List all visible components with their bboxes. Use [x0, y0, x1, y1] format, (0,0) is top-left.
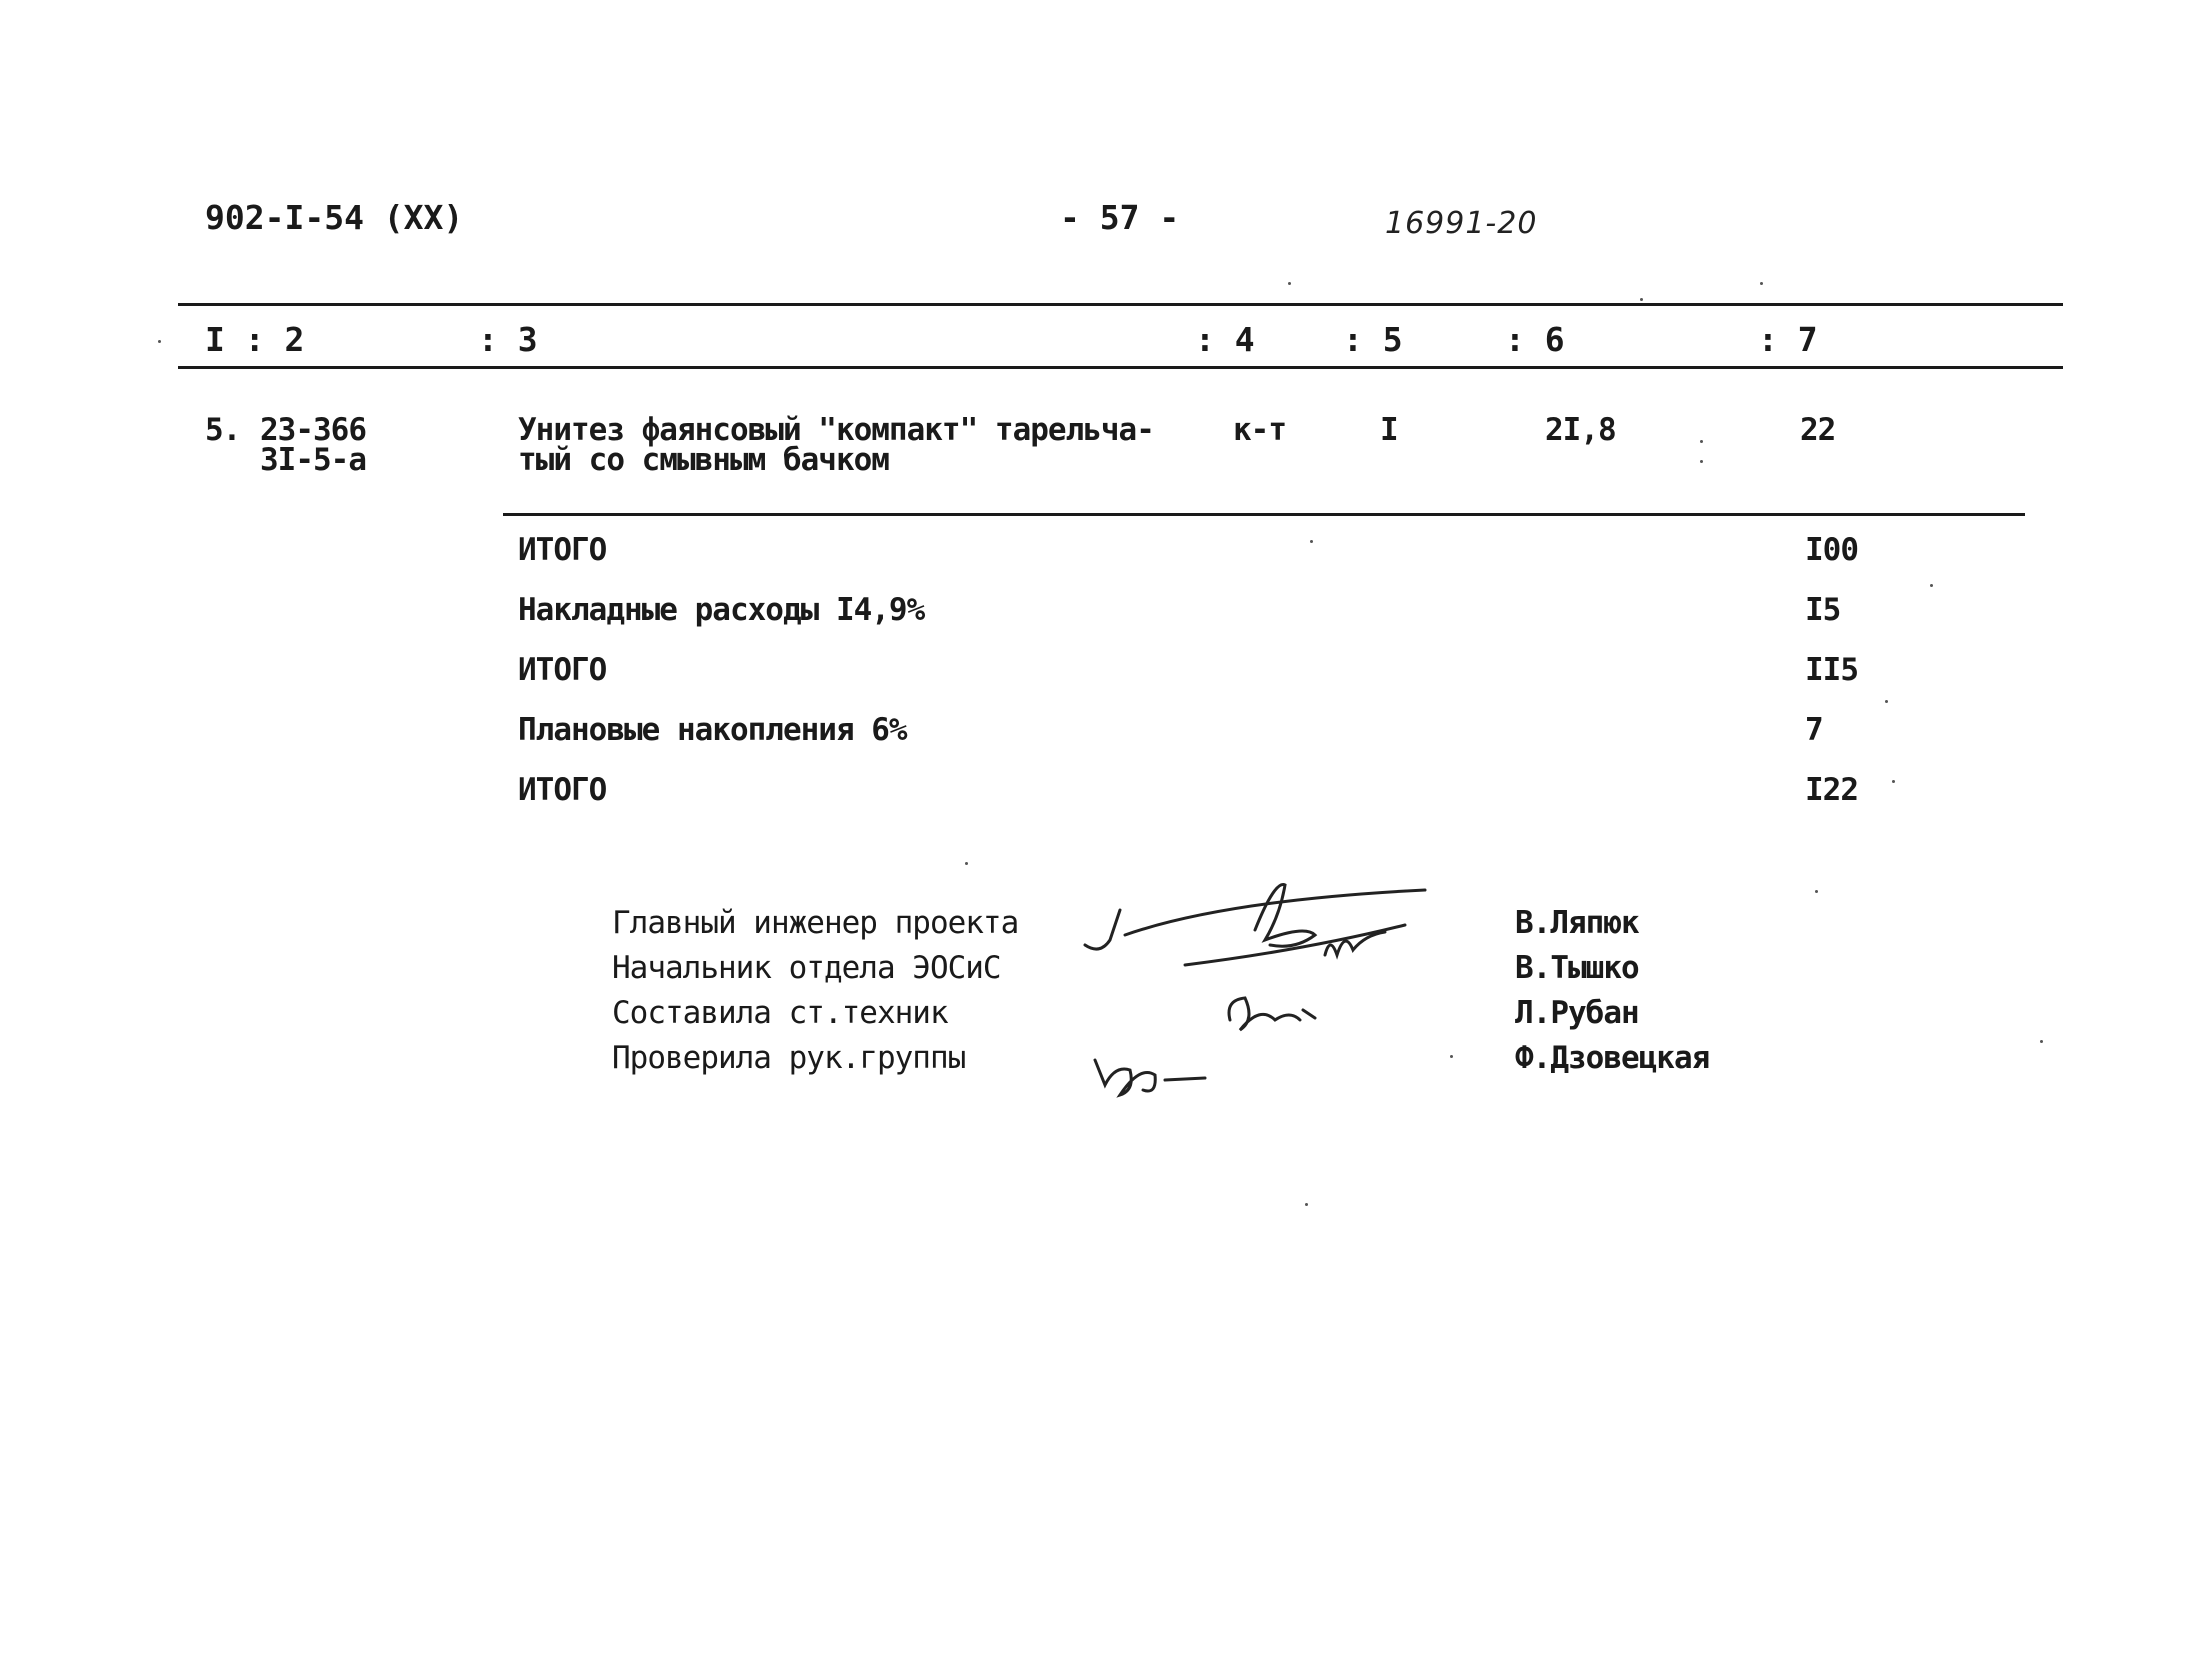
- summary-label-5: ИТОГО: [518, 772, 607, 808]
- summary-label-1: ИТОГО: [518, 532, 607, 568]
- row-number: 5.: [205, 412, 241, 448]
- table-header-bottom-rule: [178, 366, 2063, 369]
- column-header-5: : 5: [1343, 320, 1403, 359]
- page-number: - 57 -: [1060, 198, 1180, 237]
- summary-value-2: I5: [1805, 592, 1841, 628]
- signature-name-3: Л.Рубан: [1515, 995, 1639, 1031]
- row-quantity: I: [1380, 412, 1398, 448]
- row-unit-price: 2I,8: [1545, 412, 1616, 448]
- column-header-6: : 6: [1505, 320, 1565, 359]
- row-total: 22: [1800, 412, 1836, 448]
- document-code: 902-I-54 (XX): [205, 198, 464, 237]
- signature-role-1: Главный инженер проекта: [612, 905, 1019, 941]
- summary-label-2: Накладные расходы I4,9%: [518, 592, 925, 628]
- summary-value-5: I22: [1805, 772, 1858, 808]
- row-code-line-2: 3I-5-a: [260, 442, 366, 478]
- row-code-line-1: 23-366: [260, 412, 366, 448]
- summary-value-1: I00: [1805, 532, 1858, 568]
- signature-role-2: Начальник отдела ЭОСиС: [612, 950, 1001, 986]
- handwritten-reference: 16991-20: [1385, 206, 1538, 241]
- summary-divider-rule: [503, 513, 2025, 516]
- handwritten-signatures: [1075, 870, 1455, 1110]
- table-top-rule: [178, 303, 2063, 306]
- signature-name-2: В.Тышко: [1515, 950, 1639, 986]
- summary-label-3: ИТОГО: [518, 652, 607, 688]
- column-header-7: : 7: [1758, 320, 1818, 359]
- signature-name-1: В.Ляпюк: [1515, 905, 1639, 941]
- row-unit: к-т: [1233, 412, 1286, 448]
- row-description-line-1: Унитез фаянсовый "компакт" тарельча-: [518, 412, 1154, 448]
- column-header-1-2: I : 2: [205, 320, 305, 359]
- column-header-4: : 4: [1195, 320, 1255, 359]
- signature-role-4: Проверила рук.группы: [612, 1040, 966, 1076]
- column-header-3: : 3: [478, 320, 538, 359]
- summary-label-4: Плановые накопления 6%: [518, 712, 907, 748]
- signature-role-3: Составила ст.техник: [612, 995, 948, 1031]
- row-description-line-2: тый со смывным бачком: [518, 442, 889, 478]
- summary-value-4: 7: [1805, 712, 1823, 748]
- signature-name-4: Ф.Дзовецкая: [1515, 1040, 1710, 1076]
- summary-value-3: II5: [1805, 652, 1858, 688]
